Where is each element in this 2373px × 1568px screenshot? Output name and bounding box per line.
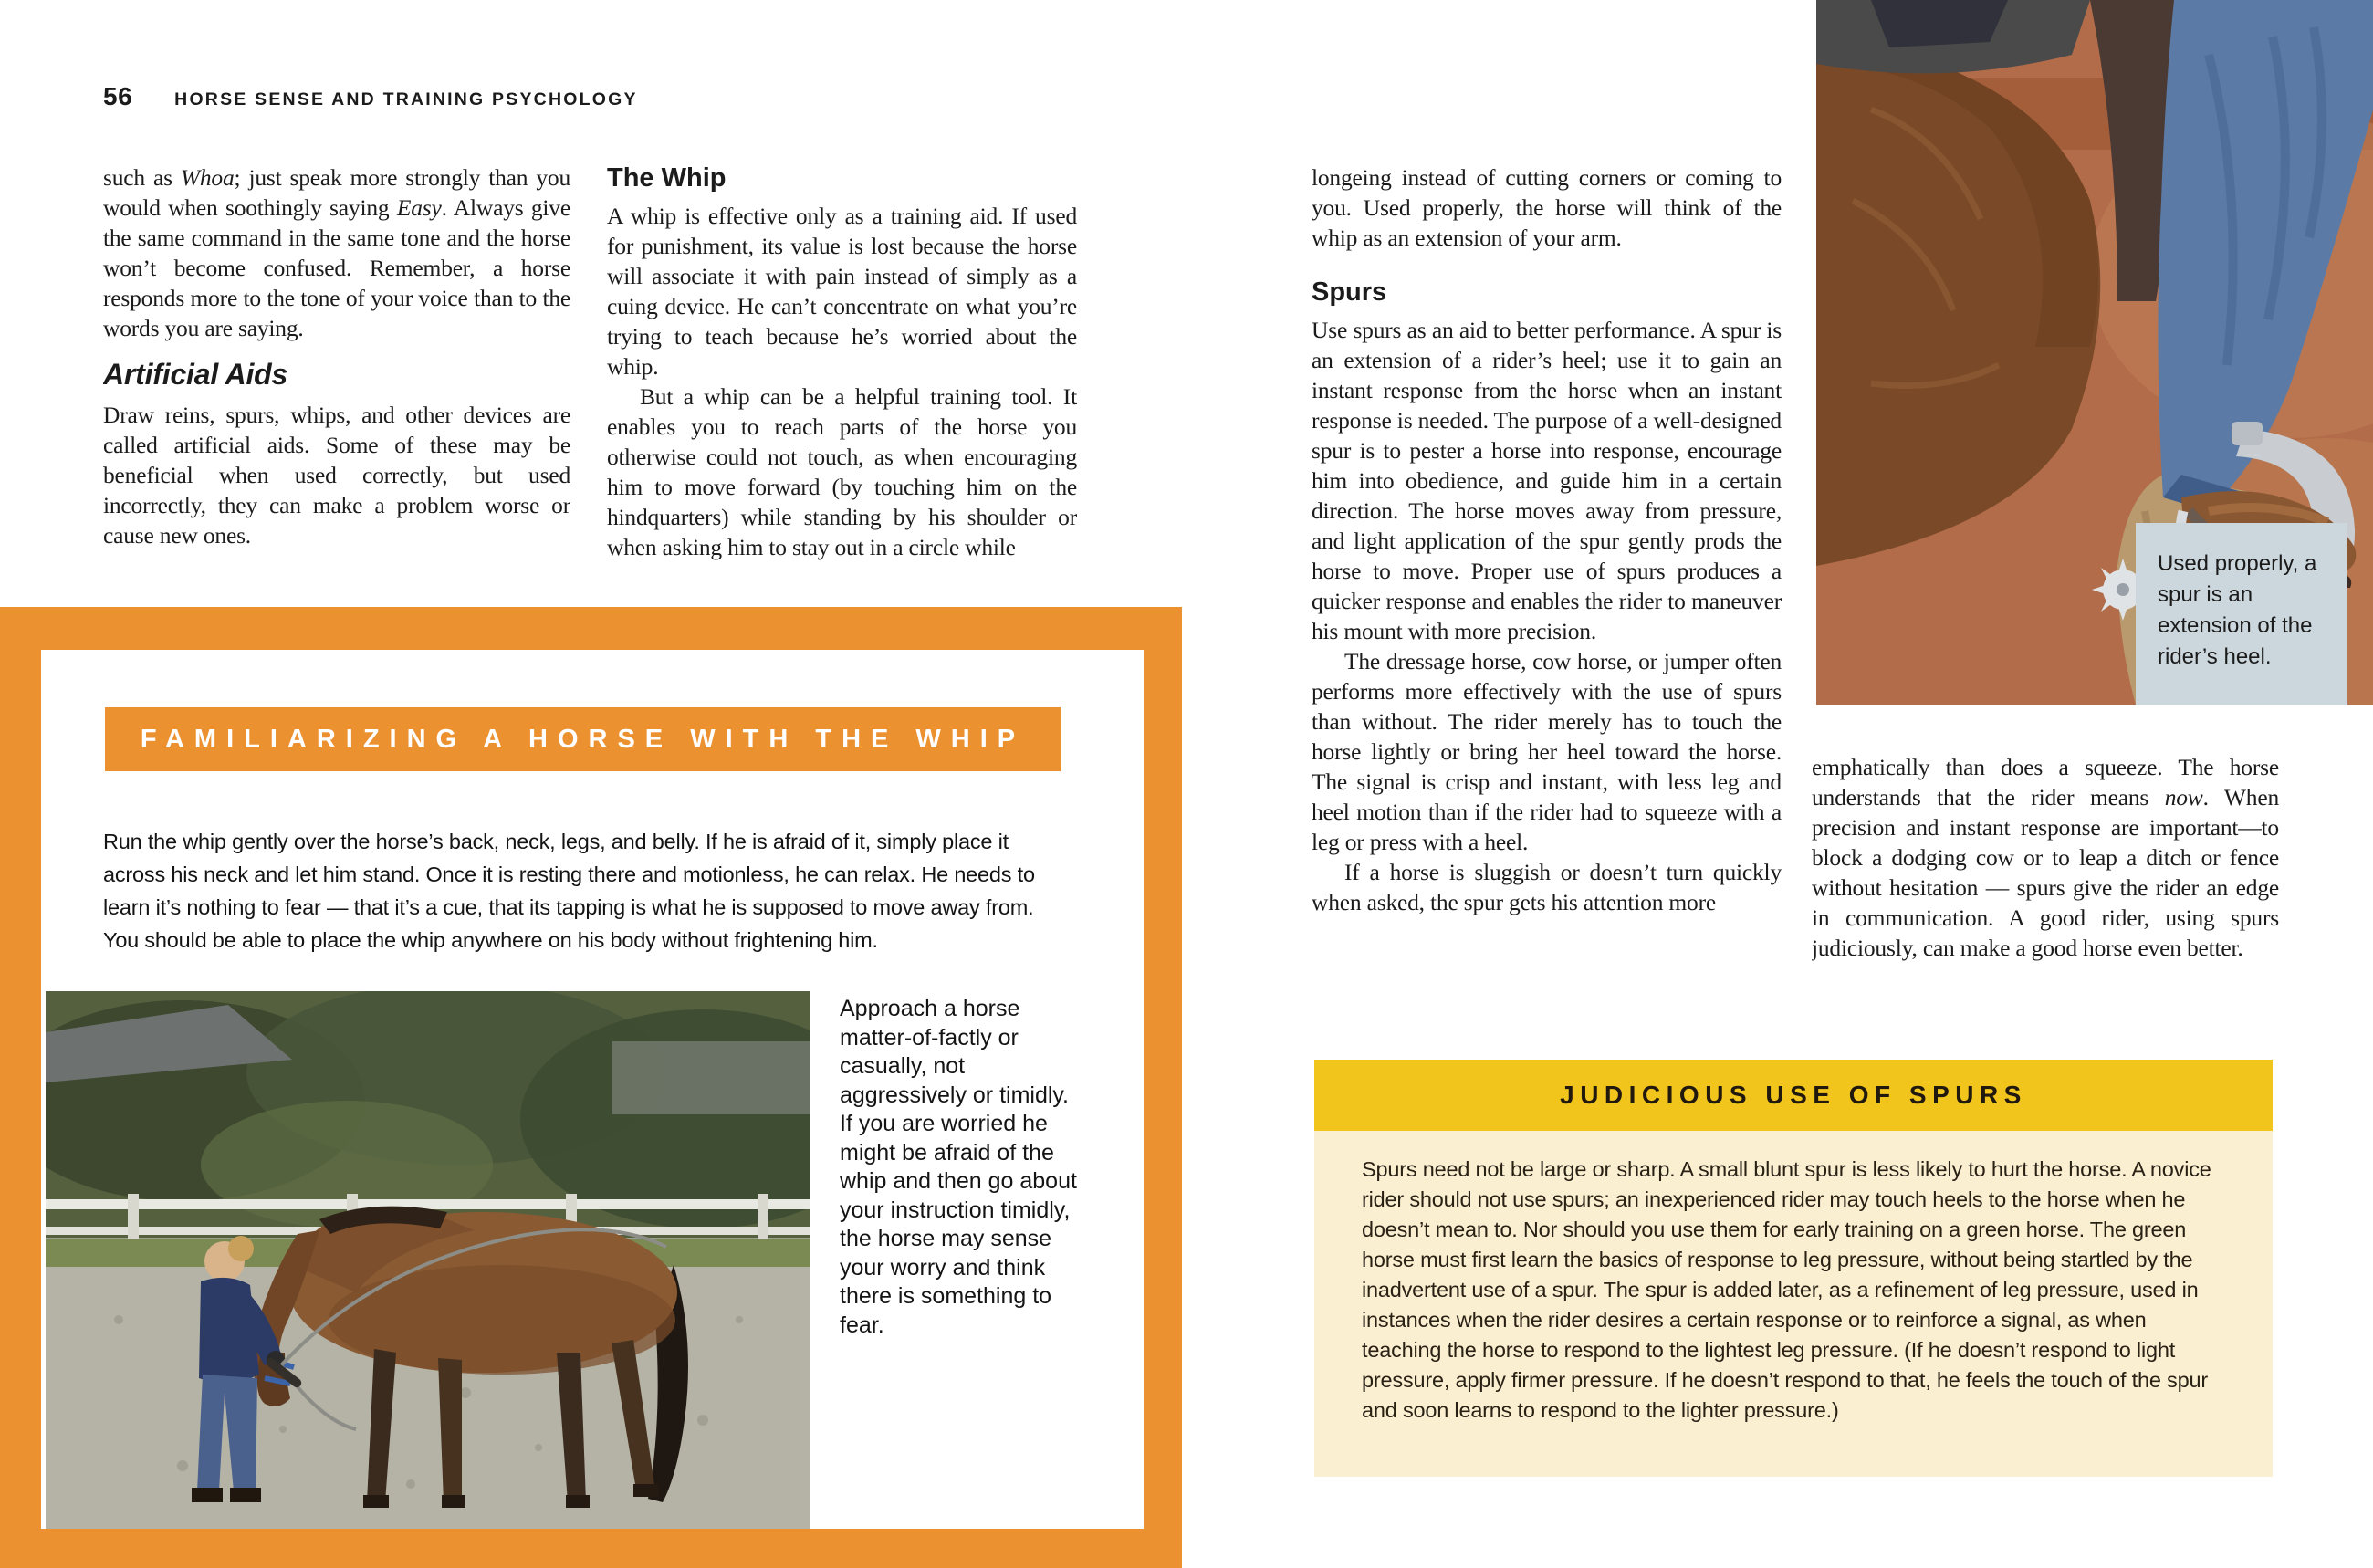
italic-word-whoa: Whoa <box>180 164 235 191</box>
text-run: emphatically than does a squeeze. The horse understands that the rider means <box>1812 754 2279 810</box>
spur-photo-caption: Used properly, a spur is an extension of the rider’s heel. <box>2136 523 2347 705</box>
paragraph: If a horse is sluggish or doesn’t turn quickly when asked, the spur gets his attention more <box>1312 859 1782 915</box>
paragraph: longeing instead of cutting corners or coming to you. Used properly, the horse will think of the whip as an extension of your arm. <box>1312 164 1782 251</box>
spurs-feature-box <box>1314 1060 2273 1477</box>
whip-box-body: Run the whip gently over the horse’s back, neck, legs, and belly. If he is afraid of it, simply place it across his neck and let him stand. Once it is resting there and motionless, he can relax. He needs to learn it’s nothing to fear — that it’s a cue, that its tapping is what he is supposed to move away from. You should be able to place the whip anywhere on his body without frightening him. <box>103 830 1035 952</box>
page-number: 56 <box>103 82 133 110</box>
spur-photo <box>1816 0 2373 705</box>
whip-photo-illustration <box>46 991 810 1529</box>
paragraph <box>103 162 570 343</box>
text-run: . Always give the same command in the same tone and the horse won’t become confused. Remember, a horse responds more to the tone of your voice than to the words you are saying. <box>103 194 570 341</box>
whip-box-title-bar <box>105 707 1061 771</box>
paragraph: Draw reins, spurs, whips, and other devices are called artificial aids. Some of these may be beneficial when used correctly, but used incorrectly, they can make a problem worse or cause new ones. <box>103 402 570 549</box>
left-column-2 <box>607 162 1077 604</box>
text-run: . When precision and instant response are important—to block a dodging cow or to leap a ditch or fence without hesitation — spurs give the rider an edge in communication. A good rider, using spurs judiciously, can make a good horse even better. <box>1812 784 2279 961</box>
whip-box-title: FAMILIARIZING A HORSE WITH THE WHIP <box>140 724 1026 754</box>
paragraph: But a whip can be a helpful training tool. It enables you to reach parts of the horse you otherwise could not touch, as when encouraging him to move forward (by touching him on the hindquarters) while standing by his shoulder or when asking him to stay out in a circle while <box>607 383 1077 560</box>
paragraph: Use spurs as an aid to better performance. A spur is an extension of a rider’s heel; use it to gain an instant response from the horse when an instant response is needed. The purpose of a well-designed spur is to pester a horse into response, encourage him into obedience, and guide him in a certain direction. The horse moves away from pressure, and light application of the spur gently prods the horse to move. Proper use of spurs produces a quicker response and enables the rider to maneuver his mount with more precision. <box>1312 317 1782 644</box>
right-column-2 <box>1812 752 2279 1026</box>
running-head <box>103 82 638 111</box>
right-column-1 <box>1312 162 1782 1000</box>
whip-photo-caption: Approach a horse matter-of-factly or casually, not aggressively or timidly. If you are worried he might be afraid of the whip and then go about your instruction timidly, the horse may sense your worry and think there is something to fear. <box>840 996 1077 1338</box>
whip-feature-box <box>0 607 1182 1568</box>
heading-the-whip: The Whip <box>607 163 727 193</box>
text-run: such as <box>103 164 181 191</box>
whip-demo-photo <box>46 991 810 1529</box>
spurs-box-title: JUDICIOUS USE OF SPURS <box>1560 1081 2027 1109</box>
spurs-box-title-bar <box>1314 1060 2273 1131</box>
left-column-1 <box>103 162 570 604</box>
text-run: ; just speak more strongly than you would when soothingly saying <box>103 164 570 221</box>
paragraph: The dressage horse, cow horse, or jumper often performs more effectively with the use of spurs than without. The rider merely has to touch the horse lightly or bring her heel toward the horse. The signal is crisp and instant, with less leg and heel motion than if the rider had to squeeze with a leg or press with a heel. <box>1312 648 1782 855</box>
heading-spurs: Spurs <box>1312 277 1387 307</box>
italic-word-easy: Easy <box>396 194 442 221</box>
spurs-box-body: Spurs need not be large or sharp. A small blunt spur is less likely to hurt the horse. A novice rider should not use spurs; an inexperienced rider may touch heels to the horse when he doesn’t mean to. Nor should you use them for early training on a green horse. The green horse must first learn the basics of response to leg pressure, without being startled by the inadvertent use of a spur. The spur is added later, as a refinement of leg pressure, used in instances when the rider desires a certain response or to reinforce a signal, as when teaching the horse to respond to the lightest leg pressure. (If he doesn’t respond to light pressure, apply firmer pressure. If he doesn’t respond to that, he feels the touch of the spur and soon learns to respond to the lighter pressure.) <box>1362 1157 2211 1422</box>
paragraph: A whip is effective only as a training aid. If used for punishment, its value is lost because the horse will associate it with pain instead of simply as a cuing device. He can’t concentrate on what you’re trying to teach because he’s worried about the whip. <box>607 203 1077 380</box>
heading-artificial-aids: Artificial Aids <box>103 358 288 391</box>
italic-word-now: now <box>2164 784 2203 810</box>
running-title: HORSE SENSE AND TRAINING PSYCHOLOGY <box>174 89 638 110</box>
paragraph <box>1812 752 2279 963</box>
whip-box-panel <box>41 650 1144 1529</box>
